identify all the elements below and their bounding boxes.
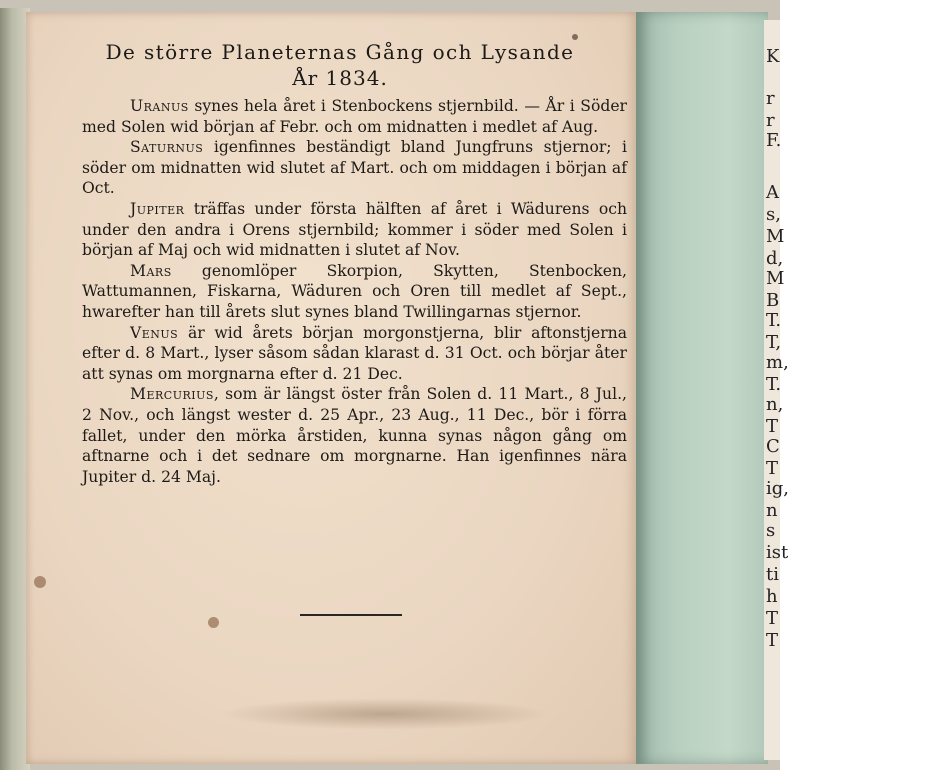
paragraph-jupiter — [82, 199, 627, 261]
edge-letter: M — [766, 268, 785, 289]
edge-letter: h — [766, 586, 778, 607]
paragraph-mars — [82, 261, 627, 323]
planet-name: Uranus — [130, 97, 189, 115]
bleed-through-smudge — [220, 698, 550, 730]
edge-letter: M — [766, 226, 785, 247]
edge-letter: s — [766, 520, 776, 541]
edge-letter: n, — [766, 394, 784, 415]
edge-letter: T. — [766, 310, 782, 331]
ink-stain — [572, 34, 578, 40]
planet-name: Saturnus — [130, 138, 204, 157]
edge-letter: A — [766, 182, 779, 203]
edge-letter: r — [766, 110, 775, 131]
right-page-edge — [764, 20, 790, 760]
edge-letter: C — [766, 436, 780, 457]
page-title: De större Planeternas Gång och Lysande — [105, 40, 575, 64]
paragraph-text: genomlöper Skorpion, Skytten, Stenbocken, Wattumannen, Fiskarna, Wäduren och Oren till medlet af Sept., hwarefter han till årets slut synes bland Twillingarnas stjernor. — [82, 261, 627, 321]
paragraph-uranus — [82, 96, 627, 137]
edge-letter: ti — [766, 564, 779, 585]
paragraph-venus — [82, 323, 627, 385]
section-divider-rule — [300, 614, 402, 616]
planet-name: Mars — [130, 261, 172, 280]
planet-name: Venus — [130, 323, 179, 342]
edge-letter: T — [766, 416, 779, 437]
edge-letter: T — [766, 608, 779, 629]
edge-letter: T — [766, 458, 779, 479]
paragraph-mercurius — [82, 384, 627, 487]
edge-letter: T. — [766, 374, 782, 395]
folded-insert-page — [636, 12, 768, 764]
edge-letter: K — [766, 46, 780, 67]
planet-name: Mercurius — [130, 385, 214, 404]
edge-letter: F. — [766, 130, 782, 151]
ink-stain — [34, 576, 46, 588]
edge-letter: s, — [766, 204, 781, 225]
edge-letter: m, — [766, 352, 789, 373]
edge-letter: T, — [766, 332, 782, 353]
paragraph-text: är wid årets början morgonstjerna, blir aftonstjerna efter d. 8 Mart., lyser såsom sådan klarast d. 31 Oct. och börjar åter att synas om morgnarna efter d. 21 Dec. — [82, 323, 627, 383]
body-text — [82, 96, 627, 487]
planet-name: Jupiter — [130, 199, 185, 218]
edge-letter: ist — [766, 542, 789, 563]
edge-letter: r — [766, 88, 775, 109]
edge-letter: n — [766, 500, 778, 521]
edge-letter: d, — [766, 248, 784, 269]
paragraph-text: igenfinnes beständigt bland Jungfruns stjernor; i söder om midnatten wid slutet af Mart. och om middagen i början af Oct. — [82, 138, 627, 198]
paragraph-text: synes hela året i Stenbockens stjernbild. — År i Söder med Solen wid början af Febr. och om midnatten i medlet af Aug. — [82, 97, 627, 136]
ink-stain — [208, 617, 219, 628]
page-subtitle-year: År 1834. — [292, 66, 388, 90]
edge-letter: ig, — [766, 478, 790, 499]
paragraph-saturnus — [82, 137, 627, 199]
edge-letter: B — [766, 290, 780, 311]
paragraph-text: , som är längst öster från Solen d. 11 Mart., 8 Jul., 2 Nov., och längst wester d. 25 Apr., 23 Aug., 11 Dec., bör i förra fallet, under den mörka årstiden, kunna synas någon gång om aftnarne och i det sednare om morgnarne. Han igenfinnes nära Jupiter d. 24 Maj. — [82, 385, 627, 486]
edge-letter: T — [766, 630, 779, 651]
paragraph-text: träffas under första hälften af året i Wädurens och under den andra i Orens stjernbild; kommer i söder med Solen i början af Maj och wid midnatten i slutet af Nov. — [82, 199, 627, 260]
